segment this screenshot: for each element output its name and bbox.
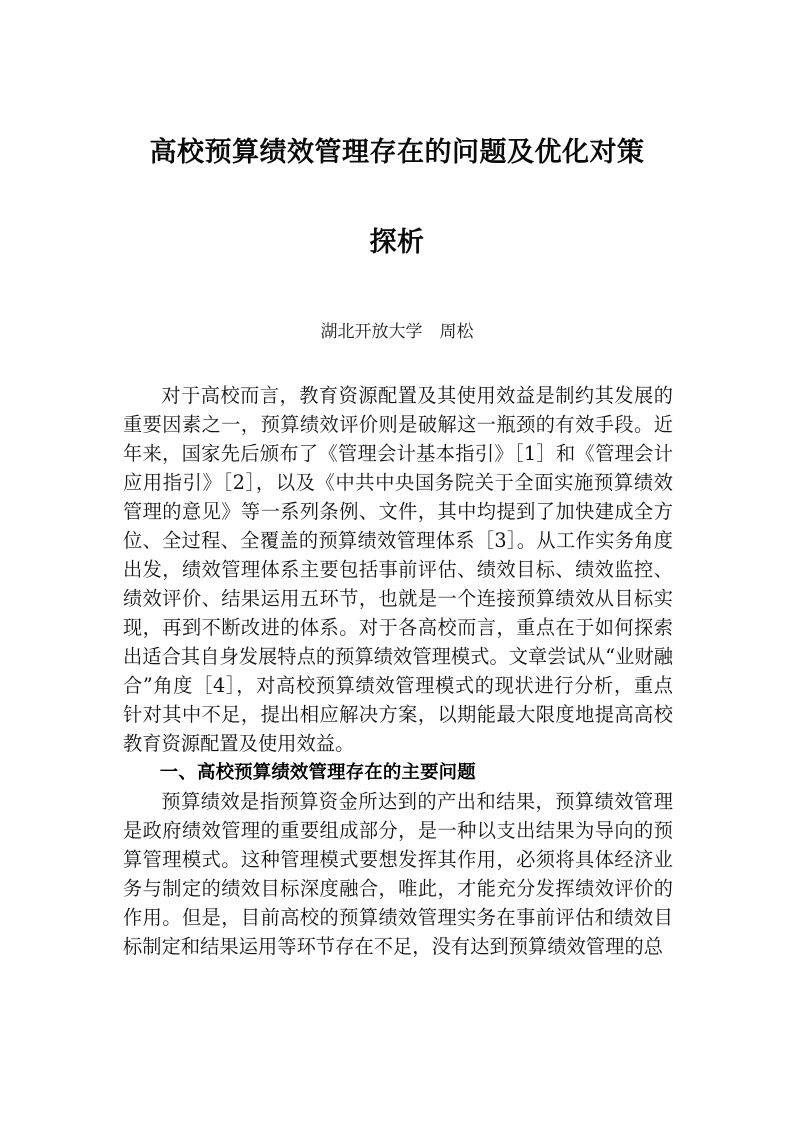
- document-body: [123, 381, 673, 961]
- title-line-1: 高校预算绩效管理存在的问题及优化对策: [149, 137, 645, 168]
- section-heading-1: 一、高校预算绩效管理存在的主要问题: [159, 762, 476, 783]
- section-1-paragraph: 预算绩效是指预算资金所达到的产出和结果，预算绩效管理是政府绩效管理的重要组成部分，是一种以支出结果为导向的预算管理模式。这种管理模式要想发挥其作用，必须将具体经济业务与制定的绩效目标深度融合，唯此，才能充分发挥绩效评价的作用。但是，目前高校的预算绩效管理实务在事前评估和绩效目标制定和结果运用等环节存在不足，没有达到预算绩效管理的总: [123, 790, 673, 958]
- page-title: [97, 108, 697, 288]
- author-affiliation: 湖北开放大学 周松: [320, 322, 474, 342]
- title-line-2: 探析: [369, 227, 425, 258]
- intro-paragraph: 对于高校而言，教育资源配置及其使用效益是制约其发展的重要因素之一，预算绩效评价则是破解这一瓶颈的有效手段。近年来，国家先后颁布了《管理会计基本指引》［1］和《管理会计应用指引》［2］，以及《中共中央国务院关于全面实施预算绩效管理的意见》等一系列条例、文件，其中均提到了加快建成全方位、全过程、全覆盖的预算绩效管理体系［3］。从工作实务角度出发，绩效管理体系主要包括事前评估、绩效目标、绩效监控、绩效评价、结果运用五环节，也就是一个连接预算绩效从目标实现，再到不断改进的体系。对于各高校而言，重点在于如何探索出适合其自身发展特点的预算绩效管理模式。文章尝试从“业财融合”角度［4］，对高校预算绩效管理模式的现状进行分析，重点针对其中不足，提出相应解决方案，以期能最大限度地提高高校教育资源配置及使用效益。: [123, 384, 673, 755]
